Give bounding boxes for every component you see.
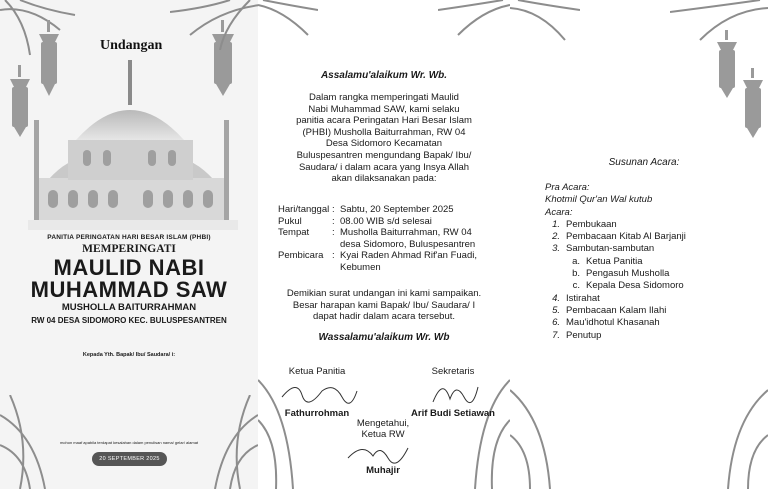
lantern-icon bbox=[36, 20, 62, 100]
item-number: 6. bbox=[552, 317, 560, 329]
detail-label: Hari/tanggal bbox=[278, 204, 330, 215]
detail-label: Tempat bbox=[278, 227, 310, 239]
pre-event-item: Khotmil Qur'an Wal kutub bbox=[545, 194, 653, 206]
item-number: 7. bbox=[552, 329, 560, 341]
organizer-text: PANITIA PERINGATAN HARI BESAR ISLAM (PHBI) bbox=[47, 234, 211, 241]
item-label: Istirahat bbox=[566, 292, 600, 304]
palm-leaf-icon bbox=[0, 0, 80, 60]
closing-line: dapat hadir dalam acara tersebut. bbox=[312, 311, 456, 323]
item-number: 3. bbox=[552, 243, 560, 255]
lantern-icon bbox=[208, 20, 238, 100]
detail-colon: : bbox=[332, 227, 335, 239]
program-panel bbox=[510, 0, 768, 489]
closing-line: Besar harapan kami Bapak/ Ibu/ Saudara/ I bbox=[292, 299, 476, 311]
farewell: Wassalamu'alaikum Wr. Wb bbox=[318, 332, 450, 343]
item-number: 2. bbox=[552, 231, 560, 243]
item-label: Pembacaan Kalam Ilahi bbox=[566, 304, 667, 316]
closing-paragraph bbox=[276, 288, 492, 323]
apology-note: mohon maaf apabila terdapat kesalahan dalam penulisan nama/ gelar/ alamat bbox=[59, 440, 199, 445]
letter-panel bbox=[258, 0, 510, 489]
detail-colon: : bbox=[332, 250, 335, 262]
palm-leaf-icon bbox=[708, 380, 768, 489]
program-item bbox=[545, 243, 686, 255]
signature-icon bbox=[272, 377, 362, 407]
signature-icon bbox=[398, 377, 508, 407]
pre-event-label: Pra Acara: bbox=[545, 182, 590, 193]
program-item bbox=[545, 219, 686, 231]
item-label: Pembukaan bbox=[566, 218, 617, 230]
program-item bbox=[545, 305, 686, 317]
greeting: Assalamu'alaikum Wr. Wb. bbox=[320, 70, 448, 81]
date-badge: 20 SEPTEMBER 2025 bbox=[92, 452, 167, 466]
intro-line: panitia acara Peringatan Hari Besar Islam bbox=[296, 115, 472, 127]
signature-icon bbox=[328, 440, 438, 464]
musholla-name: MUSHOLLA BAITURRAHMAN bbox=[61, 302, 197, 313]
item-label: Sambutan-sambutan bbox=[566, 243, 655, 255]
right-signature-role: Sekretaris bbox=[431, 366, 475, 377]
lantern-icon bbox=[714, 30, 740, 100]
invitation-heading: Undangan bbox=[100, 38, 163, 53]
item-label: Penutup bbox=[566, 329, 602, 341]
lantern-icon bbox=[6, 65, 34, 140]
intro-line: Buluspesantren mengundang Bapak/ Ibu/ bbox=[296, 149, 472, 161]
item-label: Pembacaan Kitab Al Barjanji bbox=[566, 231, 686, 243]
intro-line: Nabi Muhammad SAW, kami selaku bbox=[308, 103, 460, 115]
left-signature bbox=[272, 366, 362, 419]
program-subitem bbox=[545, 280, 686, 292]
event-details bbox=[278, 204, 510, 284]
item-label: Ketua Panitia bbox=[586, 255, 643, 267]
detail-label: Pukul bbox=[278, 215, 302, 227]
program-item bbox=[545, 293, 686, 305]
detail-value: Sabtu, 20 September 2025 bbox=[340, 204, 454, 215]
head-signature-role: Ketua RW bbox=[361, 429, 405, 440]
head-signature bbox=[328, 418, 438, 476]
address-text: RW 04 DESA SIDOMORO KEC. BULUSPESANTREN bbox=[31, 316, 227, 325]
detail-value: Musholla Baiturrahman, RW 04 desa Sidomoro, Buluspesantren bbox=[340, 227, 476, 250]
intro-line: Dalam rangka memperingati Maulid bbox=[309, 92, 459, 103]
commemorate-text: MEMPERINGATI bbox=[82, 243, 176, 255]
item-label: Pengasuh Musholla bbox=[586, 268, 670, 280]
event-title-line2: MUHAMMAD SAW bbox=[30, 277, 228, 302]
program-item bbox=[545, 317, 686, 329]
item-number: b. bbox=[572, 268, 580, 280]
program-list bbox=[545, 182, 686, 342]
program-title: Susunan Acara: bbox=[608, 157, 680, 168]
palm-leaf-icon bbox=[258, 0, 318, 40]
right-signature bbox=[398, 366, 508, 419]
program-subitem bbox=[545, 268, 686, 280]
left-signature-name: Fathurrohman bbox=[284, 408, 350, 419]
event-title bbox=[0, 257, 258, 301]
approve-label: Mengetahui, bbox=[356, 418, 410, 429]
item-label: Kepala Desa Sidomoro bbox=[586, 280, 684, 292]
detail-value: Kyai Raden Ahmad Rif'an Fuadi, Kebumen bbox=[340, 250, 478, 273]
intro-line: (PHBI) Musholla Baiturrahman, RW 04 bbox=[302, 126, 466, 138]
item-number: 4. bbox=[552, 292, 560, 304]
item-number: a. bbox=[572, 255, 580, 267]
program-subitem bbox=[545, 256, 686, 268]
intro-paragraph bbox=[286, 92, 482, 185]
mosque-icon bbox=[28, 60, 238, 230]
item-number: c. bbox=[572, 280, 580, 292]
item-number: 5. bbox=[552, 304, 560, 316]
palm-leaf-icon bbox=[510, 0, 580, 50]
detail-value: 08.00 WIB s/d selesai bbox=[340, 215, 432, 227]
closing-line: Demikian surat undangan ini kami sampaikan. bbox=[286, 288, 482, 299]
lantern-icon bbox=[740, 68, 766, 140]
intro-line: Saudara/ i dalam acara yang Insya Allah bbox=[298, 161, 470, 173]
head-signature-name: Muhajir bbox=[366, 465, 400, 476]
detail-colon: : bbox=[332, 215, 335, 227]
right-signature-name: Arif Budi Setiawan bbox=[411, 408, 495, 419]
palm-leaf-icon bbox=[670, 0, 768, 50]
item-label: Mau'idhotul Khasanah bbox=[566, 317, 660, 329]
recipient-label: Kepada Yth. Bapak/ Ibu/ Saudara/ i: bbox=[82, 352, 176, 358]
program-item bbox=[545, 330, 686, 342]
palm-leaf-icon bbox=[510, 380, 570, 489]
event-label: Acara: bbox=[545, 206, 573, 218]
item-number: 1. bbox=[552, 218, 560, 230]
detail-colon: : bbox=[332, 204, 335, 215]
intro-line: akan dilaksanakan pada: bbox=[331, 173, 437, 185]
palm-leaf-icon bbox=[438, 0, 510, 40]
program-item bbox=[545, 231, 686, 243]
event-title-line1: MAULID NABI bbox=[53, 255, 205, 280]
left-signature-role: Ketua Panitia bbox=[288, 366, 346, 377]
detail-label: Pembicara bbox=[278, 250, 324, 262]
cover-panel bbox=[0, 0, 258, 489]
intro-line: Desa Sidomoro Kecamatan bbox=[325, 138, 443, 150]
palm-leaf-icon bbox=[170, 0, 258, 50]
